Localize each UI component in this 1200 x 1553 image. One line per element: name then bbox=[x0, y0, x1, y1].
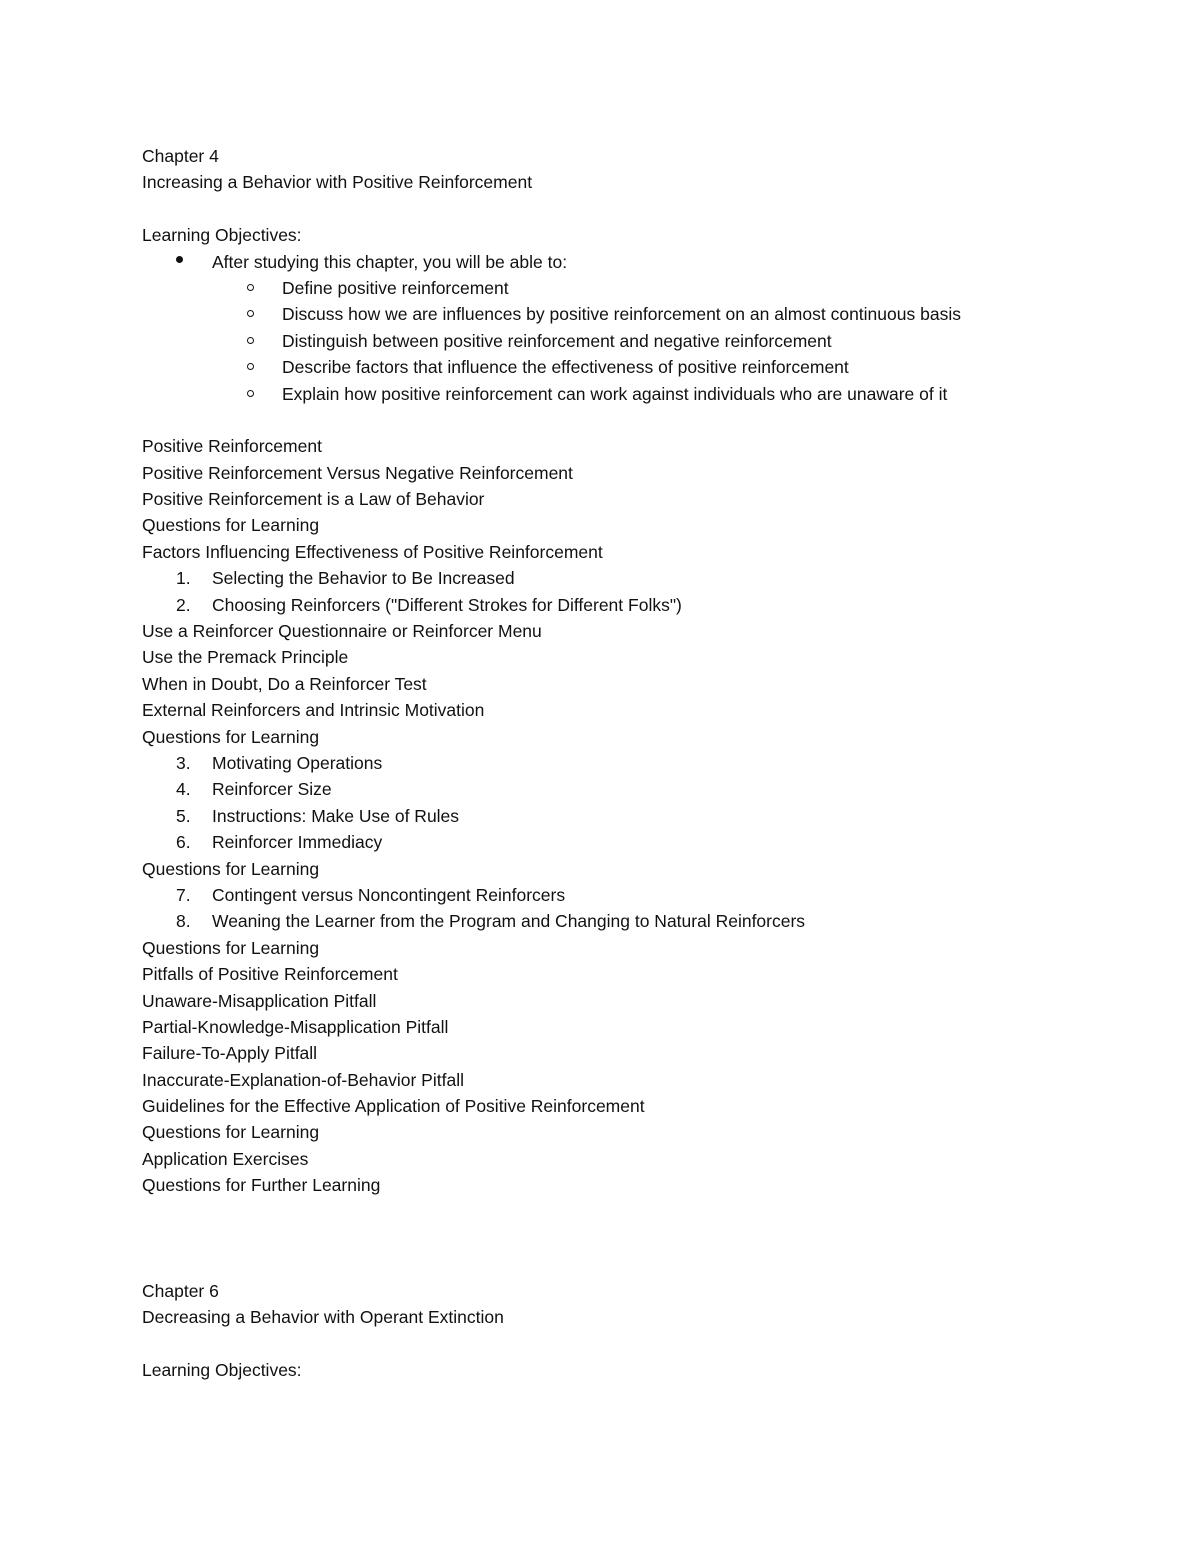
objective-text: Describe factors that influence the effectiveness of positive reinforcement bbox=[282, 357, 849, 378]
hollow-bullet-icon bbox=[247, 363, 254, 370]
objectives-list bbox=[142, 275, 1142, 407]
chapter-title: Decreasing a Behavior with Operant Extinction bbox=[142, 1307, 504, 1328]
item-number: 1. bbox=[176, 568, 191, 589]
outline-heading: Use the Premack Principle bbox=[142, 647, 349, 668]
outline-heading: Positive Reinforcement bbox=[142, 436, 322, 457]
outline-heading: Unaware-Misapplication Pitfall bbox=[142, 990, 377, 1011]
outline-heading: Factors Influencing Effectiveness of Positive Reinforcement bbox=[142, 541, 603, 562]
objectives-label: Learning Objectives: bbox=[142, 225, 302, 246]
bullet-text: After studying this chapter, you will be able to: bbox=[212, 251, 568, 272]
objective-text: Define positive reinforcement bbox=[282, 277, 509, 298]
objective-text: Explain how positive reinforcement can work against individuals who are unaware of it bbox=[282, 383, 948, 404]
outline-heading: Questions for Learning bbox=[142, 858, 320, 879]
hollow-bullet-icon bbox=[247, 284, 254, 291]
objective-item bbox=[142, 328, 1142, 354]
outline-heading: Positive Reinforcement Versus Negative Reinforcement bbox=[142, 462, 573, 483]
chapter-heading: Chapter 6 bbox=[142, 1280, 219, 1301]
hollow-bullet-icon bbox=[247, 337, 254, 344]
item-text: Instructions: Make Use of Rules bbox=[212, 805, 460, 826]
chapter-heading: Chapter 4 bbox=[142, 146, 219, 166]
item-number: 8. bbox=[176, 911, 191, 932]
outline-heading: Failure-To-Apply Pitfall bbox=[142, 1043, 318, 1064]
numbered-item bbox=[142, 829, 1142, 855]
numbered-item bbox=[142, 908, 1142, 934]
outline-heading: Questions for Learning bbox=[142, 937, 320, 958]
outline-heading: Use a Reinforcer Questionnaire or Reinforcer Menu bbox=[142, 621, 542, 642]
outline-heading: Questions for Learning bbox=[142, 726, 320, 747]
spacer bbox=[142, 1330, 1142, 1356]
spacer bbox=[142, 407, 1142, 433]
item-number: 2. bbox=[176, 594, 191, 615]
item-text: Reinforcer Immediacy bbox=[212, 832, 383, 853]
outline-heading: Questions for Further Learning bbox=[142, 1175, 381, 1196]
chapter-title: Increasing a Behavior with Positive Reinforcement bbox=[142, 172, 533, 193]
outline-heading: Partial-Knowledge-Misapplication Pitfall bbox=[142, 1016, 449, 1037]
item-text: Selecting the Behavior to Be Increased bbox=[212, 568, 515, 589]
item-text: Motivating Operations bbox=[212, 752, 383, 773]
objective-item bbox=[142, 301, 1142, 327]
outline-heading: Questions for Learning bbox=[142, 1122, 320, 1143]
outline-heading: When in Doubt, Do a Reinforcer Test bbox=[142, 673, 427, 694]
spacer bbox=[142, 196, 1142, 222]
outline-heading: Guidelines for the Effective Application of Positive Reinforcement bbox=[142, 1096, 645, 1117]
hollow-bullet-icon bbox=[247, 310, 254, 317]
objective-text: Discuss how we are influences by positive reinforcement on an almost continuous basis bbox=[282, 304, 961, 325]
objective-text: Distinguish between positive reinforcement and negative reinforcement bbox=[282, 330, 832, 351]
document-content bbox=[142, 143, 1142, 1383]
outline-heading: Positive Reinforcement is a Law of Behavior bbox=[142, 489, 485, 510]
numbered-item bbox=[142, 565, 1142, 591]
outline-heading: External Reinforcers and Intrinsic Motivation bbox=[142, 700, 485, 721]
item-text: Weaning the Learner from the Program and Changing to Natural Reinforcers bbox=[212, 911, 806, 932]
item-text: Contingent versus Noncontingent Reinforcers bbox=[212, 884, 566, 905]
item-text: Choosing Reinforcers ("Different Strokes for Different Folks") bbox=[212, 594, 682, 615]
item-number: 7. bbox=[176, 884, 191, 905]
bullet-item bbox=[142, 249, 1142, 275]
numbered-item bbox=[142, 592, 1142, 618]
chapter-outline bbox=[142, 433, 1142, 1198]
numbered-item bbox=[142, 776, 1142, 802]
item-number: 5. bbox=[176, 805, 191, 826]
item-number: 6. bbox=[176, 832, 191, 853]
outline-heading: Inaccurate-Explanation-of-Behavior Pitfall bbox=[142, 1069, 464, 1090]
objectives-label: Learning Objectives: bbox=[142, 1359, 302, 1380]
item-number: 3. bbox=[176, 752, 191, 773]
hollow-bullet-icon bbox=[247, 390, 254, 397]
outline-heading: Pitfalls of Positive Reinforcement bbox=[142, 964, 398, 985]
numbered-item bbox=[142, 882, 1142, 908]
spacer bbox=[142, 1199, 1142, 1278]
outline-heading: Questions for Learning bbox=[142, 515, 320, 536]
item-text: Reinforcer Size bbox=[212, 779, 332, 800]
outline-heading: Application Exercises bbox=[142, 1148, 309, 1169]
objective-item bbox=[142, 354, 1142, 380]
objective-item bbox=[142, 275, 1142, 301]
numbered-item bbox=[142, 803, 1142, 829]
numbered-item bbox=[142, 750, 1142, 776]
bullet-dot-icon bbox=[176, 256, 183, 263]
objective-item bbox=[142, 381, 1142, 407]
item-number: 4. bbox=[176, 779, 191, 800]
